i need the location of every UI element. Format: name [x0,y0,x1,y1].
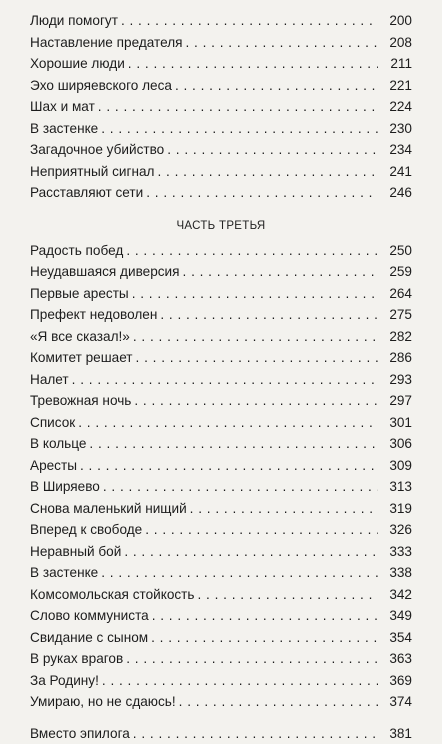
toc-entry-page: 349 [378,605,412,627]
toc-entry [30,96,412,118]
toc-entry-leader [30,390,378,412]
toc-entry-title: Префект недоволен [30,307,160,322]
table-of-contents [30,0,412,744]
toc-entry-title: Неудавшаяся диверсия [30,264,183,279]
toc-entry [30,605,412,627]
toc-entry-page: 234 [378,139,412,161]
toc-entry [30,584,412,606]
toc-entry-leader [30,261,378,283]
toc-entry-title: Вперед к свободе [30,522,145,537]
toc-entry-page: 319 [378,498,412,520]
toc-entry-page: 326 [378,519,412,541]
toc-entry-leader [30,304,378,326]
toc-entry-page: 333 [378,541,412,563]
toc-entry-leader [30,75,378,97]
toc-entry-page: 241 [378,161,412,183]
toc-entry-title: Первые аресты [30,286,132,301]
toc-entry-page: 230 [378,118,412,140]
toc-entry-leader [30,283,378,305]
toc-entry [30,75,412,97]
toc-entry-title: В Ширяево [30,479,103,494]
toc-entry-title: Неприятный сигнал [30,164,157,179]
toc-entry [30,240,412,262]
toc-entry-title: В застенке [30,121,101,136]
toc-entry-leader [30,498,378,520]
toc-entry [30,723,412,744]
toc-entry-leader [30,562,378,584]
toc-entry-title: Загадочное убийство [30,142,167,157]
toc-entry-page: 208 [378,32,412,54]
toc-entry-page: 369 [378,670,412,692]
toc-entry-title: Свидание с сыном [30,630,151,645]
toc-section-part-three [30,240,412,713]
toc-entry-page: 275 [378,304,412,326]
toc-entry [30,455,412,477]
toc-entry-leader [30,541,378,563]
toc-entry [30,182,412,204]
toc-entry-title: Хорошие люди [30,56,128,71]
toc-entry [30,161,412,183]
toc-entry-leader [30,476,378,498]
toc-entry-page: 246 [378,182,412,204]
toc-entry-title: Комитет решает [30,350,136,365]
toc-entry-title: Снова маленький нищий [30,501,190,516]
toc-entry [30,412,412,434]
toc-entry-page: 313 [378,476,412,498]
toc-entry-page: 301 [378,412,412,434]
toc-entry [30,10,412,32]
toc-entry-leader [30,455,378,477]
toc-entry-page: 200 [378,10,412,32]
toc-entry-leader [30,648,378,670]
toc-entry-title: Люди помогут [30,13,121,28]
toc-entry [30,670,412,692]
toc-entry-title: Радость побед [30,243,126,258]
toc-entry [30,283,412,305]
toc-entry-leader [30,670,378,692]
toc-entry-leader [30,412,378,434]
toc-entry [30,32,412,54]
toc-entry [30,648,412,670]
toc-entry [30,347,412,369]
toc-entry-leader [30,118,378,140]
toc-entry-leader [30,691,378,713]
toc-entry [30,53,412,75]
toc-entry-title: Тревожная ночь [30,393,134,408]
toc-entry [30,369,412,391]
toc-entry-title: В застенке [30,565,101,580]
toc-entry [30,627,412,649]
toc-entry-leader [30,53,378,75]
toc-entry-title: Комсомольская стойкость [30,587,198,602]
toc-entry-page: 264 [378,283,412,305]
toc-entry-page: 381 [378,723,412,744]
toc-section-part-two-end [30,10,412,204]
toc-entry [30,691,412,713]
toc-entry-page: 293 [378,369,412,391]
toc-entry-page: 297 [378,390,412,412]
toc-entry [30,390,412,412]
toc-entry-title: Список [30,415,78,430]
toc-entry-title: Шах и мат [30,99,98,114]
toc-entry-page: 224 [378,96,412,118]
toc-entry-title: В кольце [30,436,89,451]
toc-entry-title: Умираю, но не сдаюсь! [30,694,179,709]
toc-entry-leader [30,139,378,161]
toc-entry-leader [30,519,378,541]
toc-entry [30,541,412,563]
toc-entry-title: Аресты [30,458,80,473]
toc-entry [30,139,412,161]
toc-entry-title: В руках врагов [30,651,126,666]
toc-entry-leader [30,627,378,649]
toc-entry-title: «Я все сказал!» [30,329,133,344]
toc-entry-leader [30,723,378,744]
toc-entry-page: 286 [378,347,412,369]
toc-entry [30,562,412,584]
toc-entry-page: 363 [378,648,412,670]
toc-entry-page: 374 [378,691,412,713]
toc-entry-title: Неравный бой [30,544,124,559]
toc-entry-title: Расставляют сети [30,185,146,200]
toc-entry-leader [30,584,378,606]
toc-entry [30,433,412,455]
toc-entry-title: Наставление предателя [30,35,186,50]
toc-entry-page: 306 [378,433,412,455]
toc-entry-leader [30,96,378,118]
toc-entry-title: Налет [30,372,72,387]
toc-entry-leader [30,32,378,54]
toc-entry-title: За Родину! [30,673,102,688]
toc-epilogue [30,723,412,744]
toc-entry-leader [30,326,378,348]
toc-entry [30,304,412,326]
toc-entry-page: 259 [378,261,412,283]
toc-entry-leader [30,369,378,391]
toc-entry [30,261,412,283]
toc-entry-title: Эхо ширяевского леса [30,78,175,93]
toc-entry-page: 342 [378,584,412,606]
toc-entry-page: 338 [378,562,412,584]
toc-entry-title: Вместо эпилога [30,726,133,741]
toc-entry [30,519,412,541]
toc-entry-leader [30,10,378,32]
toc-entry-page: 211 [378,53,412,75]
toc-entry-leader [30,433,378,455]
part-three-heading: ЧАСТЬ ТРЕТЬЯ [30,216,412,236]
toc-entry [30,326,412,348]
toc-entry-leader [30,240,378,262]
toc-entry-leader [30,347,378,369]
toc-entry-title: Слово коммуниста [30,608,152,623]
toc-entry [30,118,412,140]
toc-entry-page: 250 [378,240,412,262]
toc-entry-leader [30,182,378,204]
toc-entry-leader [30,161,378,183]
toc-entry-page: 221 [378,75,412,97]
toc-entry-page: 309 [378,455,412,477]
toc-entry-page: 282 [378,326,412,348]
toc-entry [30,476,412,498]
toc-entry-page: 354 [378,627,412,649]
toc-entry-leader [30,605,378,627]
toc-entry [30,498,412,520]
